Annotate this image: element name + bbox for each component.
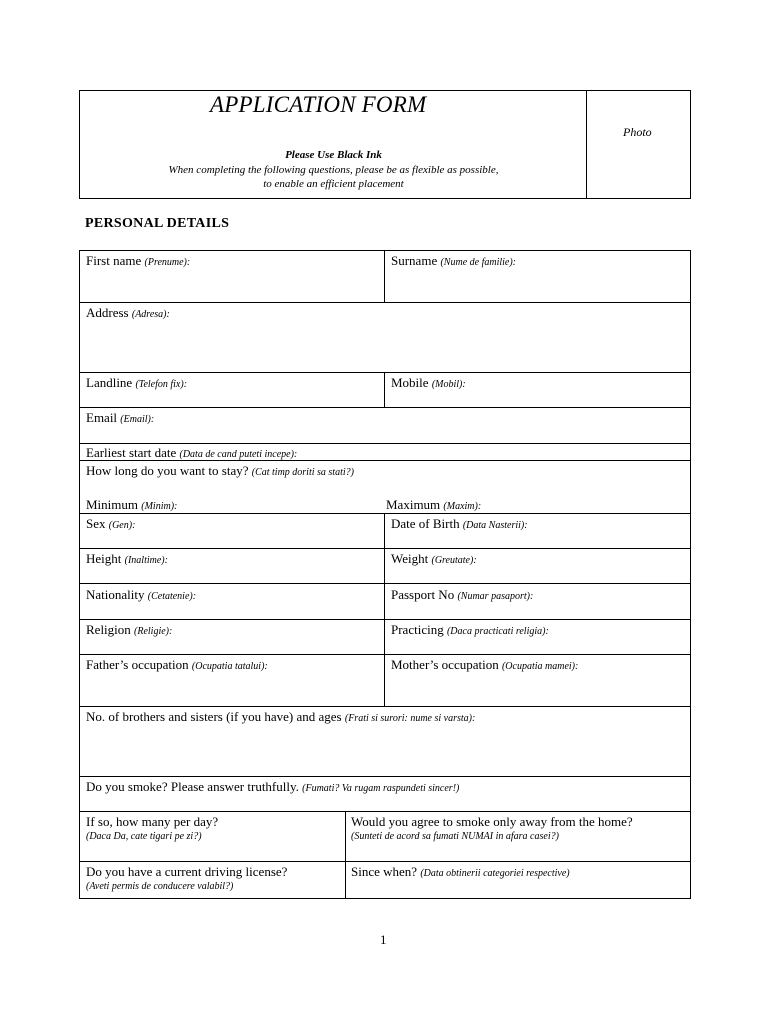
height-hint: (Inaltime): bbox=[124, 555, 168, 566]
nationality-label: Nationality bbox=[86, 587, 145, 602]
per-day-hint: (Daca Da, cate tigari pe zi?) bbox=[86, 831, 202, 842]
row-divider bbox=[79, 619, 691, 620]
ink-instruction: Please Use Black Ink bbox=[285, 149, 382, 161]
row-divider bbox=[79, 706, 691, 707]
first-name-hint: (Prenume): bbox=[144, 257, 191, 268]
mother-occupation-hint: (Ocupatia mamei): bbox=[501, 661, 579, 672]
smoke-away-hint: (Sunteti de acord sa fumati NUMAI in afara casei?) bbox=[351, 831, 559, 842]
minimum-label: Minimum bbox=[86, 497, 139, 512]
passport-label: Passport No bbox=[391, 587, 455, 602]
row-divider bbox=[79, 372, 691, 373]
address-label: Address bbox=[86, 305, 129, 320]
minimum-field[interactable] bbox=[86, 497, 177, 514]
maximum-label: Maximum bbox=[386, 497, 441, 512]
start-date-label: Earliest start date bbox=[86, 445, 177, 460]
start-date-hint: (Data de cand puteti incepe): bbox=[179, 449, 298, 460]
row-divider bbox=[79, 583, 691, 584]
siblings-label: No. of brothers and sisters (if you have) and ages bbox=[86, 709, 342, 724]
mobile-hint: (Mobil): bbox=[431, 379, 466, 390]
instruction-line-2: to enable an efficient placement bbox=[263, 178, 404, 190]
section-title: PERSONAL DETAILS bbox=[85, 216, 230, 231]
email-label: Email bbox=[86, 410, 118, 425]
email-hint: (Email): bbox=[120, 414, 155, 425]
religion-field[interactable] bbox=[86, 622, 172, 639]
row-divider bbox=[79, 654, 691, 655]
siblings-hint: (Frati si surori: nume si varsta): bbox=[344, 713, 476, 724]
license-hint: (Aveti permis de conducere valabil?) bbox=[86, 881, 234, 892]
personal-details-table bbox=[79, 250, 691, 899]
since-when-label: Since when? bbox=[351, 864, 418, 879]
siblings-field[interactable] bbox=[86, 709, 475, 726]
column-divider bbox=[384, 513, 385, 706]
smoke-field[interactable] bbox=[86, 779, 459, 796]
since-when-field[interactable] bbox=[351, 864, 570, 881]
passport-hint: (Numar pasaport): bbox=[457, 591, 534, 602]
dob-field[interactable] bbox=[391, 516, 528, 533]
form-title: APPLICATION FORM bbox=[210, 92, 427, 117]
mobile-field[interactable] bbox=[391, 375, 466, 392]
smoke-hint: (Fumati? Va rugam raspundeti sincer!) bbox=[302, 783, 460, 794]
address-hint: (Adresa): bbox=[131, 309, 170, 320]
page-number: 1 bbox=[380, 932, 387, 947]
height-field[interactable] bbox=[86, 551, 168, 568]
weight-hint: (Greutate): bbox=[431, 555, 477, 566]
row-divider bbox=[79, 443, 691, 444]
practicing-label: Practicing bbox=[391, 622, 444, 637]
license-field[interactable] bbox=[86, 864, 287, 879]
religion-hint: (Religie): bbox=[134, 626, 173, 637]
stay-label: How long do you want to stay? bbox=[86, 463, 249, 478]
nationality-field[interactable] bbox=[86, 587, 196, 604]
dob-label: Date of Birth bbox=[391, 516, 460, 531]
row-divider bbox=[79, 861, 691, 862]
mother-occupation-label: Mother’s occupation bbox=[391, 657, 499, 672]
first-name-field[interactable] bbox=[86, 253, 190, 270]
maximum-hint: (Maxim): bbox=[443, 501, 482, 512]
since-when-hint: (Data obtinerii categoriei respective) bbox=[420, 868, 570, 879]
surname-label: Surname bbox=[391, 253, 438, 268]
surname-field[interactable] bbox=[391, 253, 516, 270]
practicing-hint: (Daca practicati religia): bbox=[446, 626, 549, 637]
dob-hint: (Data Nasterii): bbox=[462, 520, 528, 531]
nationality-hint: (Cetatenie): bbox=[147, 591, 197, 602]
landline-field[interactable] bbox=[86, 375, 187, 392]
first-name-label: First name bbox=[86, 253, 142, 268]
column-divider bbox=[384, 372, 385, 407]
instruction-line-1: When completing the following questions, please be as flexible as possible, bbox=[168, 164, 499, 176]
surname-hint: (Nume de familie): bbox=[440, 257, 517, 268]
sex-hint: (Gen): bbox=[108, 520, 136, 531]
mother-occupation-field[interactable] bbox=[391, 657, 578, 674]
smoke-away-label: Would you agree to smoke only away from the home? bbox=[351, 814, 633, 829]
maximum-field[interactable] bbox=[386, 497, 481, 514]
row-divider bbox=[79, 811, 691, 812]
row-divider bbox=[79, 776, 691, 777]
sex-label: Sex bbox=[86, 516, 106, 531]
row-divider bbox=[79, 407, 691, 408]
father-occupation-field[interactable] bbox=[86, 657, 268, 674]
address-field[interactable] bbox=[86, 305, 170, 322]
row-divider bbox=[79, 548, 691, 549]
minimum-hint: (Minim): bbox=[141, 501, 178, 512]
weight-field[interactable] bbox=[391, 551, 477, 568]
father-occupation-hint: (Ocupatia tatalui): bbox=[191, 661, 268, 672]
landline-label: Landline bbox=[86, 375, 133, 390]
practicing-field[interactable] bbox=[391, 622, 549, 639]
mobile-label: Mobile bbox=[391, 375, 429, 390]
column-divider bbox=[384, 250, 385, 302]
per-day-field[interactable] bbox=[86, 814, 218, 829]
landline-hint: (Telefon fix): bbox=[135, 379, 188, 390]
father-occupation-label: Father’s occupation bbox=[86, 657, 189, 672]
email-field[interactable] bbox=[86, 410, 154, 427]
height-label: Height bbox=[86, 551, 122, 566]
start-date-field[interactable] bbox=[86, 445, 297, 462]
row-divider bbox=[79, 302, 691, 303]
stay-question bbox=[86, 463, 354, 480]
passport-field[interactable] bbox=[391, 587, 533, 604]
weight-label: Weight bbox=[391, 551, 429, 566]
sex-field[interactable] bbox=[86, 516, 135, 533]
license-label: Do you have a current driving license? bbox=[86, 864, 288, 879]
smoke-label: Do you smoke? Please answer truthfully. bbox=[86, 779, 299, 794]
religion-label: Religion bbox=[86, 622, 131, 637]
stay-hint: (Cat timp doriti sa stati?) bbox=[251, 467, 354, 478]
per-day-label: If so, how many per day? bbox=[86, 814, 219, 829]
photo-placeholder[interactable]: Photo bbox=[623, 125, 652, 139]
column-divider bbox=[345, 811, 346, 899]
smoke-away-field[interactable] bbox=[351, 814, 633, 829]
